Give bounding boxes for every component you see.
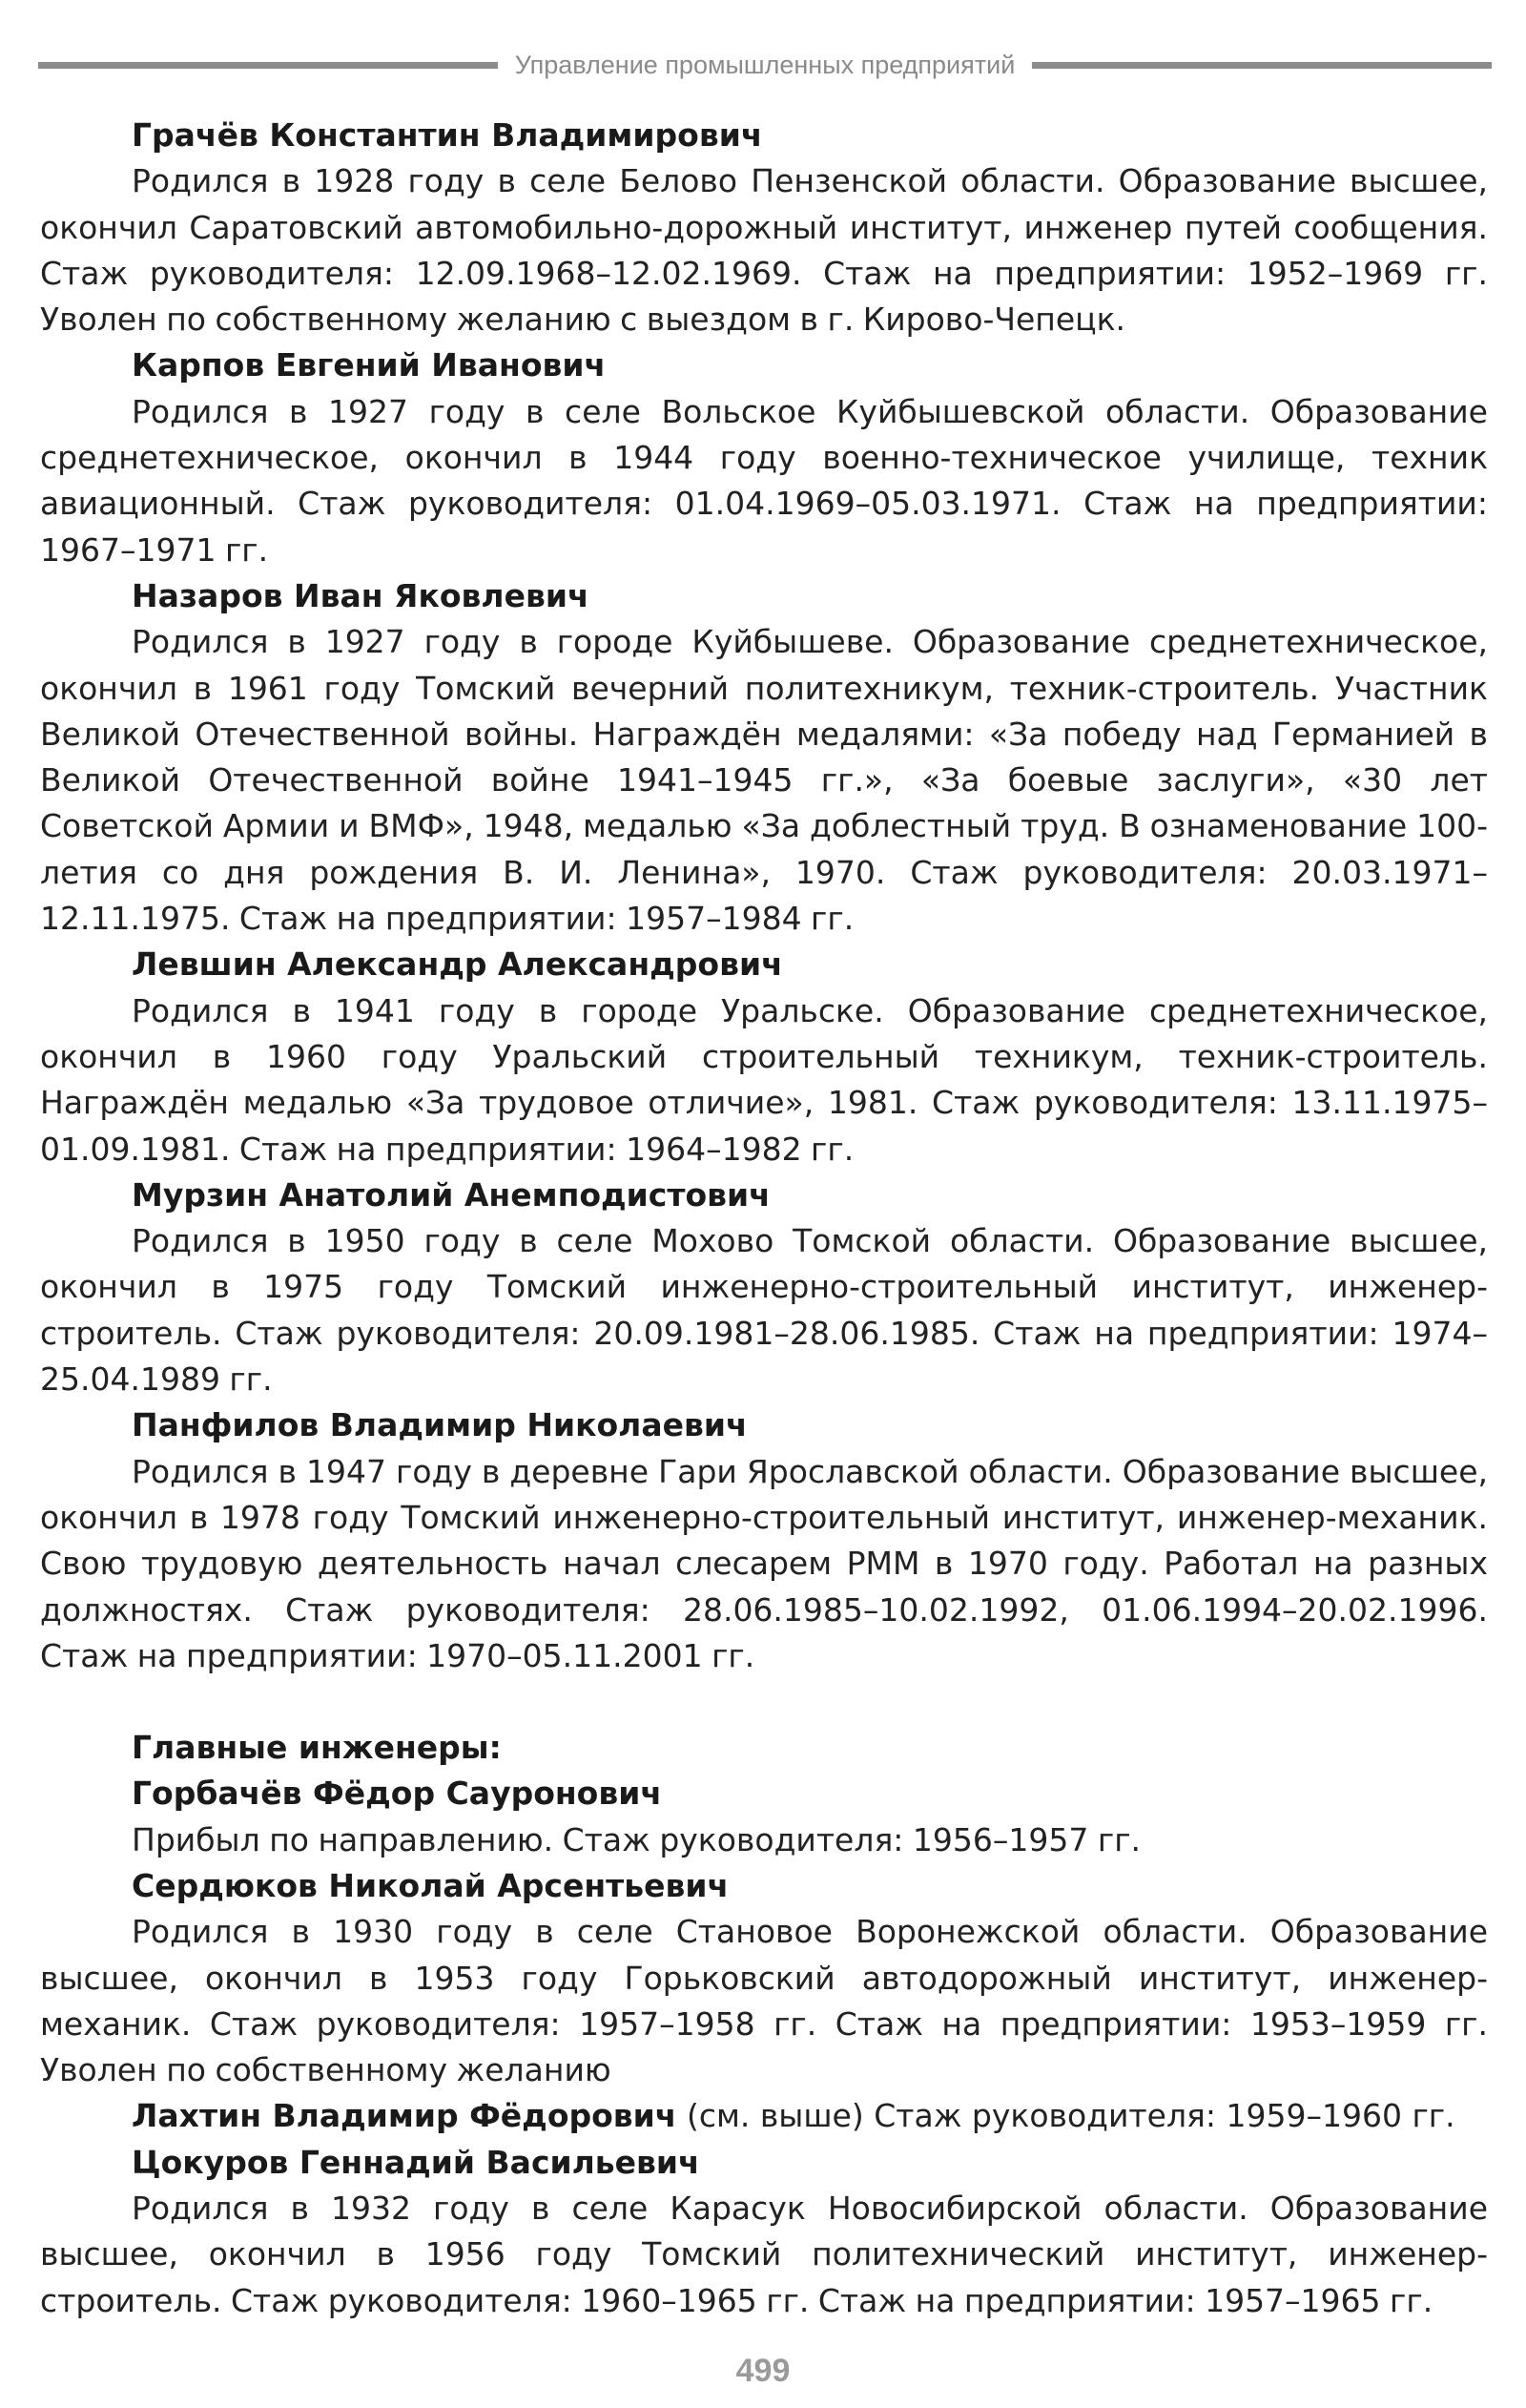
person-name: Левшин Александр Александрович bbox=[132, 945, 783, 984]
entry-grachev bbox=[40, 113, 1488, 343]
person-bio: Родился в 1932 году в селе Карасук Новосибирской области. Образование высшее, окончил в 1956 году Томский политехнический институт, инженер-строитель. Стаж руководителя: 1960–1965 гг. Стаж на предприятии: 1957–1965 гг. bbox=[40, 2190, 1488, 2319]
person-bio: Родился в 1930 году в селе Становое Воронежской области. Образование высшее, окончил в 1953 году Горьковский автодорожный институт, инженер-механик. Стаж руководителя: 1957–1958 гг. Стаж на предприятии: 1953–1959 гг. Уволен по собственному желанию bbox=[40, 1913, 1488, 2089]
section-spacer bbox=[40, 1679, 1488, 1725]
page-number: 499 bbox=[735, 2353, 791, 2389]
person-name: Горбачёв Фёдор Сауронович bbox=[132, 1775, 663, 1813]
person-name: Сердюков Николай Арсентьевич bbox=[132, 1866, 730, 1904]
person-name: Карпов Евгений Иванович bbox=[132, 346, 607, 384]
section-title-chief-engineers: Главные инженеры: bbox=[132, 1729, 502, 1767]
entry-murzin bbox=[40, 1173, 1488, 1402]
header-rule-right bbox=[1032, 62, 1492, 69]
person-name: Панфилов Владимир Николаевич bbox=[132, 1406, 748, 1444]
entry-karpov bbox=[40, 343, 1488, 572]
entry-levshin bbox=[40, 942, 1488, 1172]
entry-nazarov bbox=[40, 573, 1488, 942]
header-rule-left bbox=[38, 62, 498, 69]
entry-tsokurov bbox=[40, 2140, 1488, 2324]
person-bio: Родился в 1928 году в селе Белово Пензенской области. Образование высшее, окончил Саратовский автомобильно-дорожный институт, инженер путей сообщения. Стаж руководителя: 12.09.1968–12.02.1969. Стаж на предприятии: 1952–1969 гг. Уволен по собственному желанию с выездом в г. Кирово-Чепецк. bbox=[40, 162, 1488, 339]
entry-lakhtin bbox=[40, 2093, 1488, 2139]
person-bio: Родился в 1927 году в селе Вольское Куйбышевской области. Образование среднетехническое, окончил в 1944 году военно-техническое училище, техник авиационный. Стаж руководителя: 01.04.1969–05.03.1971. Стаж на предприятии: 1967–1971 гг. bbox=[40, 392, 1488, 569]
entry-panfilov bbox=[40, 1402, 1488, 1679]
person-note: (см. выше) Стаж руководителя: 1959–1960 гг. bbox=[676, 2097, 1455, 2135]
person-bio: Родился в 1941 году в городе Уральске. Образование среднетехническое, окончил в 1960 году Уральский строительный техникум, техник-строитель. Награждён медалью «За трудовое отличие», 1981. Стаж руководителя: 13.11.1975–01.09.1981. Стаж на предприятии: 1964–1982 гг. bbox=[40, 991, 1488, 1168]
entry-gorbachev bbox=[40, 1771, 1488, 1863]
person-bio: Родился в 1950 году в селе Мохово Томской области. Образование высшее, окончил в 1975 году Томский инженерно-строительный институт, инженер-строитель. Стаж руководителя: 20.09.1981–28.06.1985. Стаж на предприятии: 1974–25.04.1989 гг. bbox=[40, 1222, 1488, 1399]
person-name: Назаров Иван Яковлевич bbox=[132, 576, 589, 614]
entry-serdyukov bbox=[40, 1863, 1488, 2093]
person-bio: Прибыл по направлению. Стаж руководителя: 1956–1957 гг. bbox=[132, 1820, 1142, 1858]
person-name: Лахтин Владимир Фёдорович bbox=[132, 2097, 677, 2135]
person-name: Грачёв Константин Владимирович bbox=[132, 116, 763, 154]
person-bio: Родился в 1947 году в деревне Гари Ярославской области. Образование высшее, окончил в 1978 году Томский инженерно-строительный институт, инженер-механик. Свою трудовую деятельность начал слесарем РММ в 1970 году. Работал на разных должностях. Стаж руководителя: 28.06.1985–10.02.1992, 01.06.1994–20.02.1996. Стаж на предприятии: 1970–05.11.2001 гг. bbox=[40, 1452, 1488, 1674]
person-name: Цокуров Геннадий Васильевич bbox=[132, 2143, 700, 2181]
person-name: Мурзин Анатолий Анемподистович bbox=[132, 1175, 771, 1214]
running-header-title: Управление промышленных предприятий bbox=[514, 50, 1016, 79]
page-body bbox=[40, 113, 1488, 2324]
person-bio: Родился в 1927 году в городе Куйбышеве. Образование среднетехническое, окончил в 1961 году Томский вечерний политехникум, техник-строитель. Участник Великой Отечественной войны. Награждён медалями: «За победу над Германией в Великой Отечественной войне 1941–1945 гг.», «За боевые заслуги», «30 лет Советской Армии и ВМФ», 1948, медалью «За доблестный труд. В ознаменование 100-летия со дня рождения В. И. Ленина», 1970. Стаж руководителя: 20.03.1971–12.11.1975. Стаж на предприятии: 1957–1984 гг. bbox=[40, 623, 1488, 938]
running-header bbox=[38, 46, 1492, 84]
